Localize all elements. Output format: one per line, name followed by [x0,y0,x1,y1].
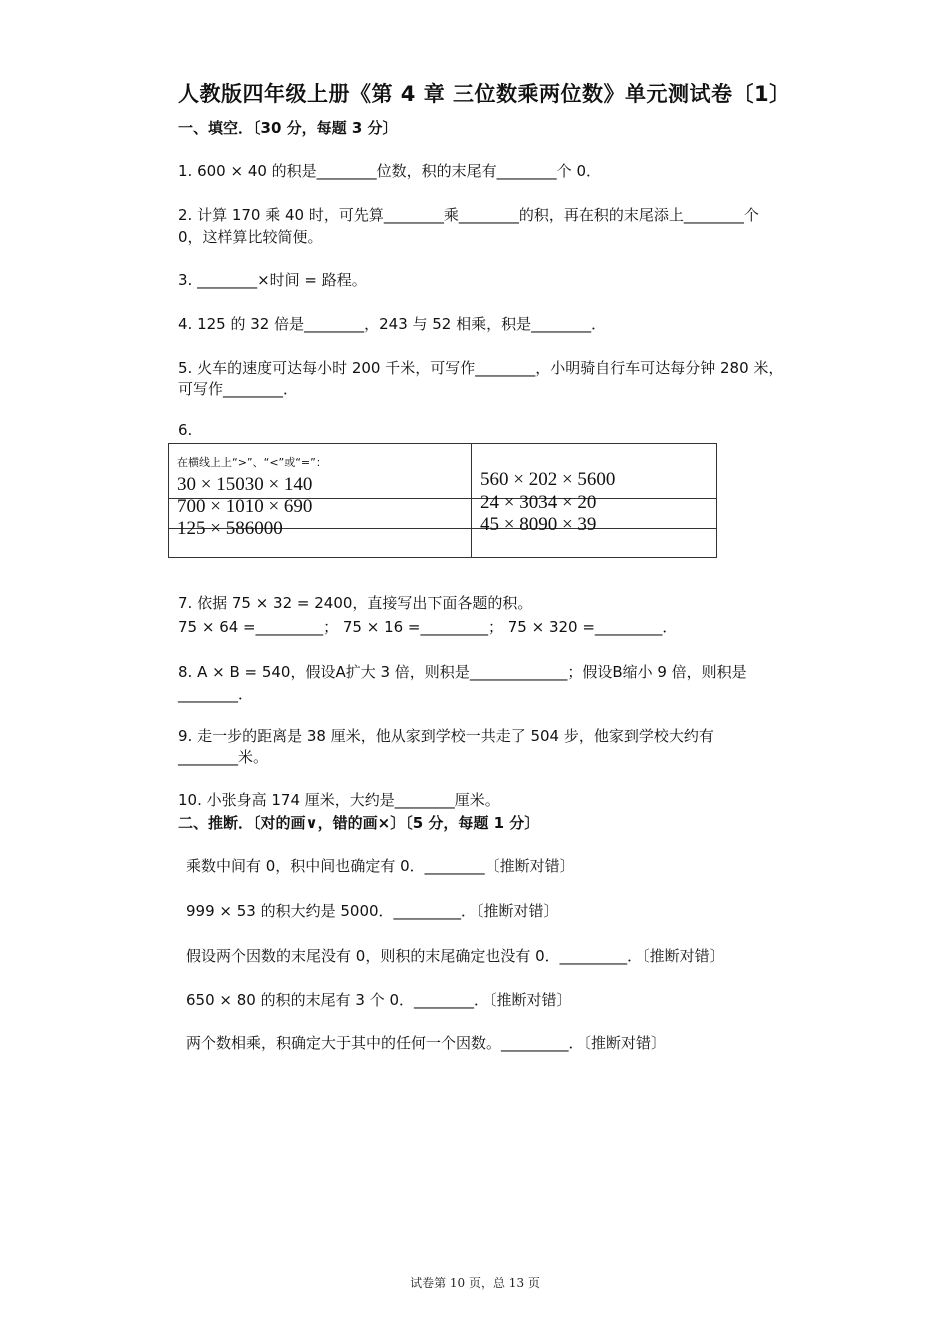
table-cell [472,444,717,499]
table-cell [169,496,472,539]
judge-item-5: 两个数相乘，积确定大于其中的任何一个因数。_________．〔推断对错〕 [186,1034,667,1052]
left-expression-2: 700 × 1010 × 690 [177,496,313,517]
question-6-label: 6. [178,421,193,439]
question-8-line-1: 8. A × B = 540，假设A扩大 3 倍，则积是_____________；假设B缩小 9 倍，则积是 [178,663,747,681]
right-expression-1: 560 × 202 × 5600 [480,469,616,490]
comparison-table [168,443,717,558]
right-expression-2: 24 × 3034 × 20 [480,492,597,513]
judge-item-4: 650 × 80 的积的末尾有 3 个 0．________．〔推断对错〕 [186,991,572,1009]
question-8-line-2: ________． [178,685,254,703]
table-cell [472,492,717,535]
question-2-line-2: 0，这样算比较简便。 [178,228,323,246]
question-5-line-1: 5. 火车的速度可达每小时 200 千米，可写作________，小明骑自行车可达每分钟 280 米， [178,359,784,377]
table-cell [472,529,717,558]
question-10: 10. 小张身高 174 厘米，大约是________厘米。 [178,791,500,809]
question-3: 3. ________×时间 = 路程。 [178,271,367,289]
question-9-line-1: 9. 走一步的距离是 38 厘米，他从家到学校一共走了 504 步，他家到学校大约有 [178,727,714,745]
section-heading-fill-in: 一、填空．〔30 分，每题 3 分〕 [178,119,398,137]
left-expression-3: 125 × 586000 [177,518,283,539]
question-9-line-2: ________米。 [178,748,269,766]
table-cell [169,444,472,499]
judge-item-1: 乘数中间有 0，积中间也确定有 0．________〔推断对错〕 [186,857,575,875]
question-5-line-2: 可写作________． [178,380,299,398]
right-expression-3: 45 × 8090 × 39 [480,514,597,535]
page-title: 人教版四年级上册《第 4 章 三位数乘两位数》单元测试卷〔1〕 [178,82,791,106]
question-1: 1. 600 × 40 的积是________位数，积的末尾有________个 0． [178,162,601,180]
question-7-line-1: 7. 依据 75 × 32 = 2400，直接写出下面各题的积。 [178,594,533,612]
judge-item-2: 999 × 53 的积大约是 5000．_________．〔推断对错〕 [186,902,559,920]
question-4: 4. 125 的 32 倍是________，243 与 52 相乘，积是________． [178,315,607,333]
section-heading-judge: 二、推断．〔对的画∨，错的画×〕〔5 分，每题 1 分〕 [178,814,540,832]
table-cell [169,529,472,558]
table-instruction: 在横线上上“>”、“<”或“=”： [177,456,327,469]
question-7-line-2: 75 × 64 =_________； 75 × 16 =_________； 75 × 320 =_________． [178,618,678,636]
page-footer: 试卷第 10 页，总 13 页 [410,1276,540,1290]
judge-item-3: 假设两个因数的末尾没有 0，则积的末尾确定也没有 0．_________．〔推断对错〕 [186,947,725,965]
question-2-line-1: 2. 计算 170 乘 40 时，可先算________乘________的积，再在积的末尾添上________个 [178,206,759,224]
left-expression-1: 30 × 15030 × 140 [177,474,313,495]
